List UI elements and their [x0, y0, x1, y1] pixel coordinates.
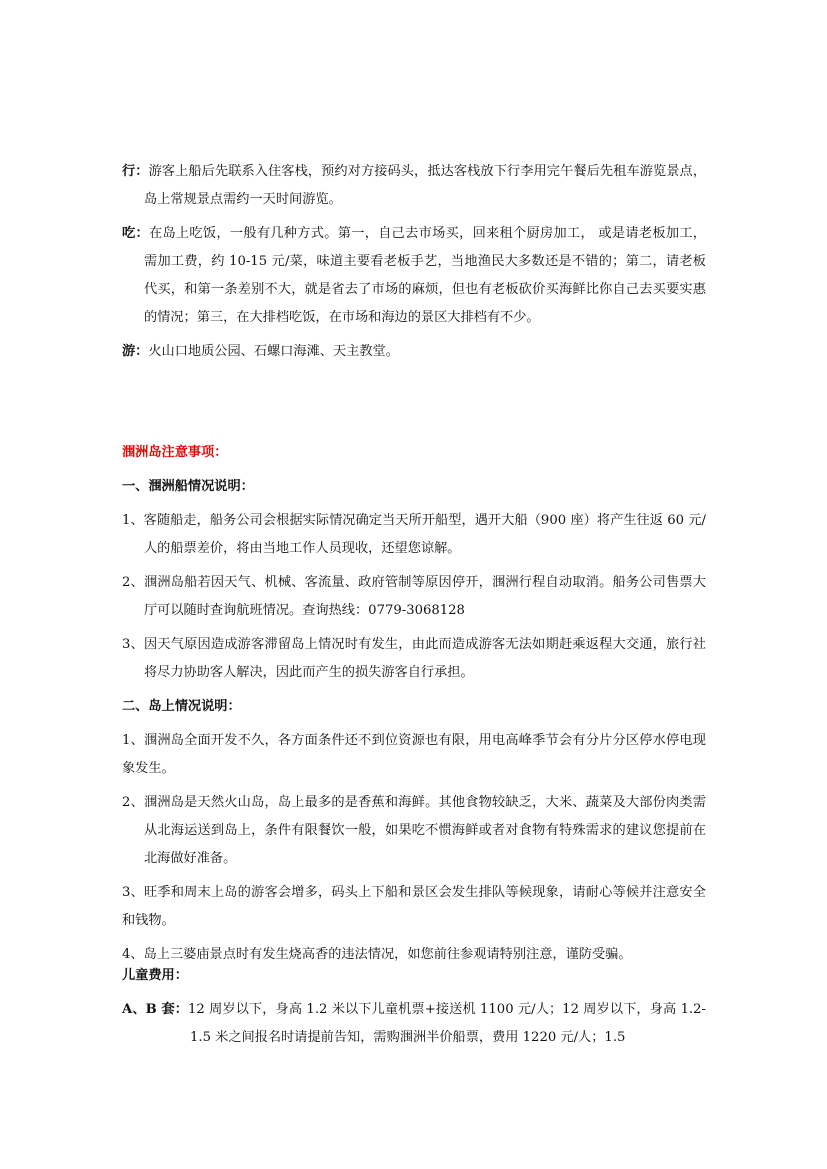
children-ab-label: A、B 套： — [122, 1002, 189, 1017]
travel-you — [122, 338, 706, 366]
island-item-1: 1、涠洲岛全面开发不久，各方面条件还不到位资源也有限，用电高峰季节会有分片分区停水停电现象发生。 — [122, 733, 706, 776]
island-heading: 二、岛上情况说明： — [122, 699, 241, 714]
travel-chi-text: 在岛上吃饭，一般有几种方式。第一，自己去市场买，回来租个厨房加工， 或是请老板加工，需加工费，约 10-15 元/菜，味道主要看老板手艺，当地渔民大多数还是不错的；第二，请老板代买，和第一条差别不大，就是省去了市场的麻烦，但也有老板砍价买海鲜比你自己去买要实惠的情况；第三，在大排档吃饭，在市场和海边的景区大排档有不少。 — [144, 226, 706, 325]
travel-you-text: 火山口地质公园、石螺口海滩、天主教堂。 — [148, 344, 399, 359]
island-item-3: 3、旺季和周末上岛的游客会增多，码头上下船和景区会发生排队等候现象，请耐心等候并注意安全和钱物。 — [122, 885, 706, 928]
notice-title: 涠洲岛注意事项： — [122, 445, 228, 460]
children-section — [122, 962, 706, 1052]
travel-chi — [122, 220, 706, 332]
travel-section — [122, 158, 706, 366]
children-ab-text: 12 周岁以下，身高 1.2 米以下儿童机票+接送机 1100 元/人；12 周岁以下，身高 1.2-1.5 米之间报名时请提前告知，需购涠洲半价船票，费用 1220 元/人；1.5 — [188, 1002, 706, 1045]
travel-xing-text: 游客上船后先联系入住客栈，预约对方接码头，抵达客栈放下行李用完午餐后先租车游览景点，岛上常规景点需约一天时间游览。 — [144, 164, 707, 207]
travel-chi-label: 吃： — [122, 226, 149, 241]
travel-you-label: 游： — [122, 344, 149, 359]
travel-xing-label: 行： — [122, 164, 149, 179]
travel-xing — [122, 158, 706, 214]
ship-heading: 一、涠洲船情况说明： — [122, 479, 254, 494]
children-heading: 儿童费用： — [122, 968, 188, 983]
ship-item-2: 2、涠洲岛船若因天气、机械、客流量、政府管制等原因停开，涠洲行程自动取消。船务公司售票大厅可以随时查询航班情况。查询热线：0779-3068128 — [122, 575, 706, 618]
island-item-2: 2、涠洲岛是天然火山岛，岛上最多的是香蕉和海鲜。其他食物较缺乏，大米、蔬菜及大部份肉类需从北海运送到岛上，条件有限餐饮一般，如果吃不惯海鲜或者对食物有特殊需求的建议您提前在北海做好准备。 — [122, 795, 706, 866]
ship-item-3: 3、因天气原因造成游客滞留岛上情况时有发生，由此而造成游客无法如期赶乘返程大交通，旅行社将尽力协助客人解决，因此而产生的损失游客自行承担。 — [122, 637, 706, 680]
children-ab — [122, 996, 706, 1052]
ship-item-1: 1、客随船走，船务公司会根据实际情况确定当天所开船型，遇开大船（900 座）将产生往返 60 元/人的船票差价，将由当地工作人员现收，还望您谅解。 — [122, 513, 706, 556]
island-item-4: 4、岛上三婆庙景点时有发生烧高香的违法情况，如您前往参观请特别注意，谨防受骗。 — [122, 947, 632, 962]
notice-section — [122, 439, 706, 969]
